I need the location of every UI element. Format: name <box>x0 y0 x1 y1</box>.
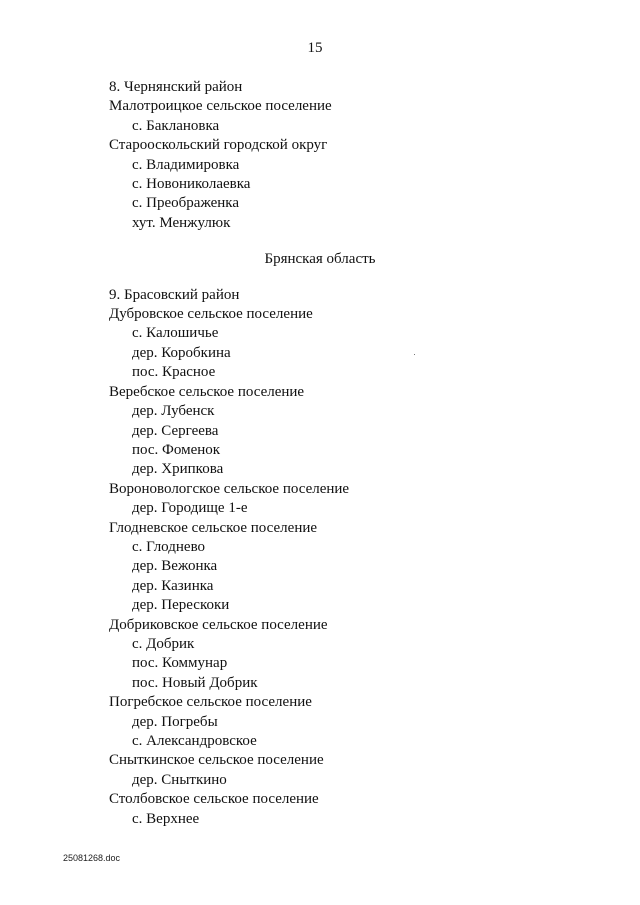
settlement-name: Веребское сельское поселение <box>109 383 305 400</box>
district-heading: 9. Брасовский район <box>109 286 240 303</box>
settlement-name: Глодневское сельское поселение <box>109 519 318 536</box>
locality-item: хут. Менжулюк <box>132 214 231 231</box>
locality-item: дер. Городище 1-е <box>132 500 248 517</box>
locality-item: пос. Красное <box>132 364 216 381</box>
settlement-name: Старооскольский городской округ <box>109 137 328 154</box>
locality-item: дер. Коробкина <box>132 344 231 361</box>
locality-item: пос. Коммунар <box>132 655 228 672</box>
locality-item: с. Баклановка <box>132 117 220 134</box>
locality-item: дер. Сныткино <box>132 771 227 788</box>
locality-item: с. Калошичье <box>132 325 219 342</box>
locality-item: с. Преображенка <box>132 195 240 212</box>
locality-item: дер. Хрипкова <box>132 461 224 478</box>
locality-item: с. Глоднево <box>132 538 206 555</box>
locality-item: с. Новониколаевка <box>132 176 251 193</box>
footer-filename: 25081268.doc <box>63 853 121 863</box>
document-body <box>109 78 589 829</box>
settlement-name: Добриковское сельское поселение <box>109 616 328 633</box>
locality-item: с. Владимировка <box>132 156 240 173</box>
district-heading: 8. Чернянский район <box>109 79 243 95</box>
settlement-name: Сныткинское сельское поселение <box>109 752 324 769</box>
locality-item: с. Александровское <box>132 733 257 749</box>
page-number: 15 <box>307 40 323 56</box>
scan-speck <box>414 354 415 355</box>
locality-item: дер. Сергеева <box>132 422 219 439</box>
settlement-name: Погребское сельское поселение <box>109 694 312 711</box>
locality-item: дер. Казинка <box>132 577 214 594</box>
locality-item: пос. Новый Добрик <box>132 674 258 691</box>
settlement-name: Дубровское сельское поселение <box>109 306 313 323</box>
settlement-name: Малотроицкое сельское поселение <box>109 98 332 115</box>
region-title: Брянская область <box>264 251 376 268</box>
locality-item: пос. Фоменок <box>132 441 221 458</box>
locality-item: с. Добрик <box>132 635 195 652</box>
locality-item: дер. Лубенск <box>132 403 215 420</box>
locality-item: дер. Погребы <box>132 713 218 730</box>
locality-item: дер. Перескоки <box>132 597 230 614</box>
locality-item: дер. Вежонка <box>132 558 218 575</box>
settlement-name: Столбовское сельское поселение <box>109 791 319 808</box>
locality-item: с. Верхнее <box>132 810 200 827</box>
settlement-name: Вороновологское сельское поселение <box>109 480 350 497</box>
